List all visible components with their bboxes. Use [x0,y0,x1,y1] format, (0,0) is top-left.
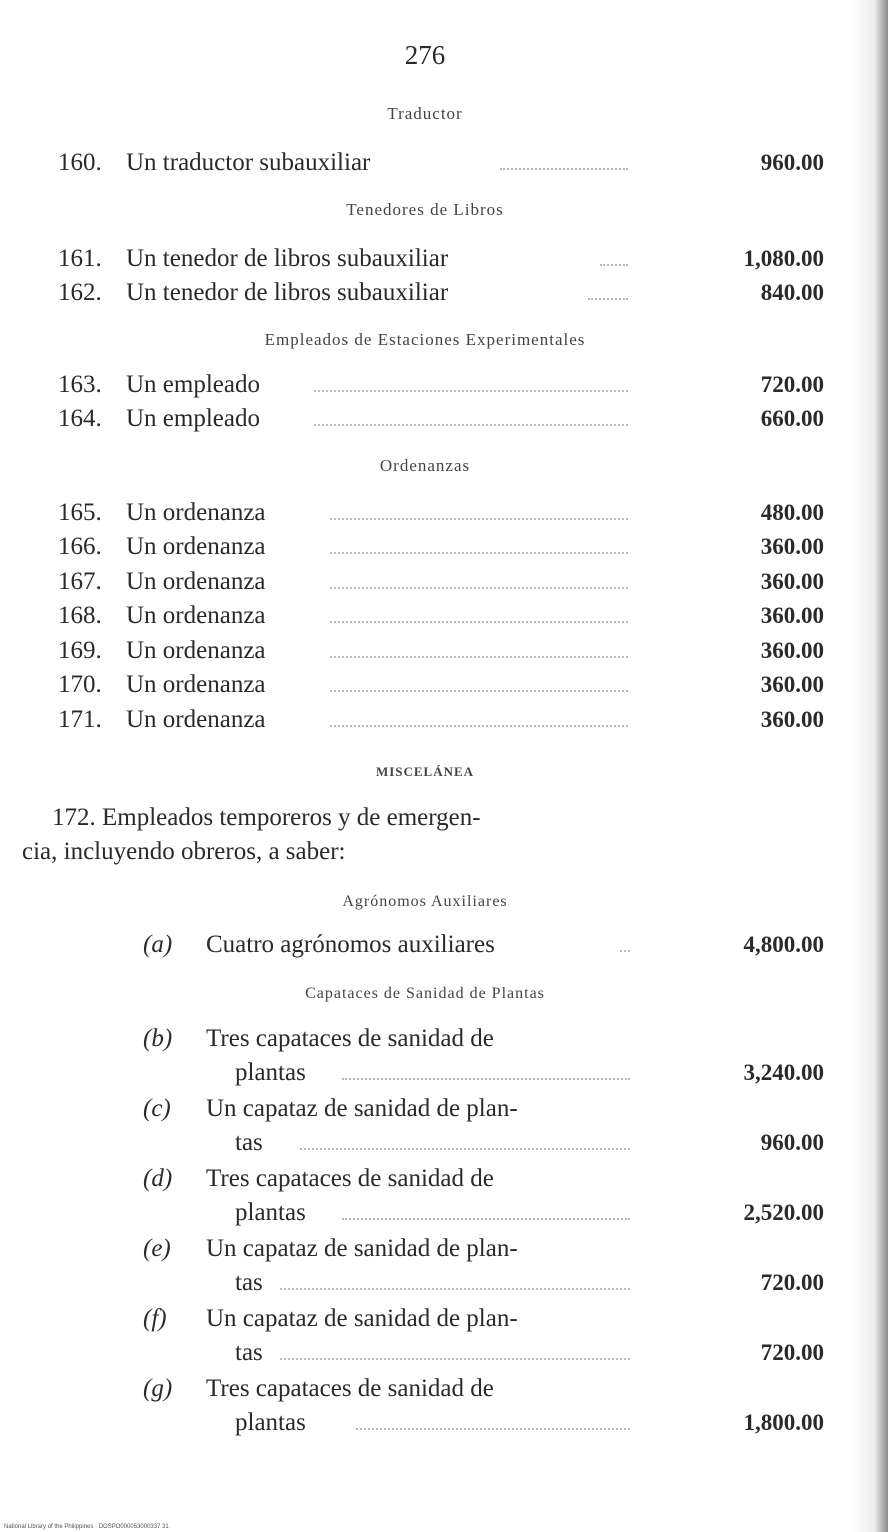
line-item [0,402,888,436]
line-item [0,276,888,310]
item-label: Un ordenanza [126,602,266,629]
section-heading-miscelanea: MISCELÁNEA [375,764,475,779]
leader-dots [330,518,628,520]
leader-dots [588,298,628,300]
sub-item-letter: (c) [143,1095,171,1122]
leader-dots [314,390,628,392]
sub-item-amount: 720.00 [760,1270,824,1295]
item-172-paragraph [22,801,642,869]
item-label: Un tenedor de libros subauxiliar [126,279,449,306]
section-heading-empleados: Empleados de Estaciones Experimentales [264,330,586,349]
section-heading-ordenanzas: Ordenanzas [379,456,471,475]
item-number: 168. [58,602,102,629]
item-amount: 360.00 [760,534,824,559]
line-item [0,565,888,599]
sub-item-letter: (e) [143,1235,171,1262]
item-number: 163. [58,371,102,398]
scan-footer: National Library of the Philippines · DOSPO000053000337 31 [4,1524,169,1530]
line-item [0,146,888,180]
item-number: 169. [58,637,102,664]
leader-dots [600,264,628,266]
sub-item-amount: 720.00 [760,1340,824,1365]
item-label: Un ordenanza [126,706,266,733]
line-item [0,599,888,633]
sub-item-letter: (b) [143,1025,173,1052]
section-heading-traductor: Traductor [387,104,463,123]
item-number: 165. [58,499,102,526]
sub-item [0,1232,888,1300]
sub-item-text-line2: tas [235,1129,263,1156]
leader-dots [330,690,628,692]
line-item [0,530,888,564]
section-heading-tenedores: Tenedores de Libros [346,200,504,219]
line-item [0,634,888,668]
sub-item [0,1162,888,1230]
leader-dots [342,1078,630,1080]
item-label: Un ordenanza [126,533,266,560]
sub-item-text: Cuatro agrónomos auxiliares [206,931,495,958]
section-heading-agronomos: Agrónomos Auxiliares [342,893,508,910]
sub-item-text-line1: Un capataz de sanidad de plan- [206,1095,518,1122]
sub-item-amount: 1,800.00 [743,1410,824,1435]
line-item [0,668,888,702]
sub-item [0,1022,888,1090]
leader-dots [314,424,628,426]
page-number: 276 [404,40,446,70]
item-172-line1: 172. Empleados temporeros y de emergen- [52,804,481,831]
item-amount: 360.00 [760,569,824,594]
leader-dots [330,552,628,554]
item-label: Un ordenanza [126,568,266,595]
item-amount: 480.00 [760,500,824,525]
sub-item [0,1372,888,1440]
item-amount: 720.00 [760,372,824,397]
line-item [0,242,888,276]
sub-item-letter: (d) [143,1165,173,1192]
item-amount: 360.00 [760,707,824,732]
sub-item-amount: 2,520.00 [743,1200,824,1225]
sub-item [0,1092,888,1160]
item-amount: 960.00 [760,150,824,175]
leader-dots [330,656,628,658]
leader-dots [620,950,630,952]
sub-item-text-line1: Un capataz de sanidad de plan- [206,1305,518,1332]
item-label: Un ordenanza [126,499,266,526]
sub-item-text-line1: Tres capataces de sanidad de [206,1375,494,1402]
sub-item-amount: 3,240.00 [743,1060,824,1085]
sub-item-letter: (g) [143,1375,173,1402]
item-amount: 360.00 [760,672,824,697]
sub-item-text-line2: plantas [235,1199,306,1226]
sub-item [0,1302,888,1370]
section-heading-capataces: Capataces de Sanidad de Plantas [305,985,545,1002]
sub-item-text-line1: Un capataz de sanidad de plan- [206,1235,518,1262]
line-item [0,368,888,402]
sub-item-letter: (f) [143,1305,167,1332]
item-number: 167. [58,568,102,595]
leader-dots [330,587,628,589]
leader-dots [500,168,628,170]
leader-dots [330,725,628,727]
item-label: Un tenedor de libros subauxiliar [126,245,449,272]
item-label: Un empleado [126,405,260,432]
leader-dots [280,1358,630,1360]
item-label: Un empleado [126,371,260,398]
line-item [0,703,888,737]
sub-item-text-line2: plantas [235,1409,306,1436]
leader-dots [342,1218,630,1220]
sub-item-text-line2: tas [235,1339,263,1366]
sub-item-letter: (a) [143,931,173,958]
leader-dots [356,1428,630,1430]
item-number: 162. [58,279,102,306]
sub-item [0,928,888,962]
item-number: 161. [58,245,102,272]
item-172-line2: cia, incluyendo obreros, a saber: [22,838,346,865]
item-amount: 1,080.00 [743,246,824,271]
item-label: Un traductor subauxiliar [126,149,371,176]
leader-dots [280,1288,630,1290]
item-amount: 660.00 [760,406,824,431]
sub-item-amount: 4,800.00 [743,932,824,957]
item-label: Un ordenanza [126,637,266,664]
leader-dots [300,1148,630,1150]
item-number: 160. [58,149,102,176]
item-number: 170. [58,671,102,698]
sub-item-amount: 960.00 [760,1130,824,1155]
item-amount: 840.00 [760,280,824,305]
sub-item-text-line1: Tres capataces de sanidad de [206,1025,494,1052]
sub-item-text-line2: tas [235,1269,263,1296]
item-number: 164. [58,405,102,432]
leader-dots [330,621,628,623]
item-amount: 360.00 [760,603,824,628]
item-number: 171. [58,706,102,733]
item-amount: 360.00 [760,638,824,663]
sub-item-text-line1: Tres capataces de sanidad de [206,1165,494,1192]
item-number: 166. [58,533,102,560]
line-item [0,496,888,530]
sub-item-text-line2: plantas [235,1059,306,1086]
item-label: Un ordenanza [126,671,266,698]
